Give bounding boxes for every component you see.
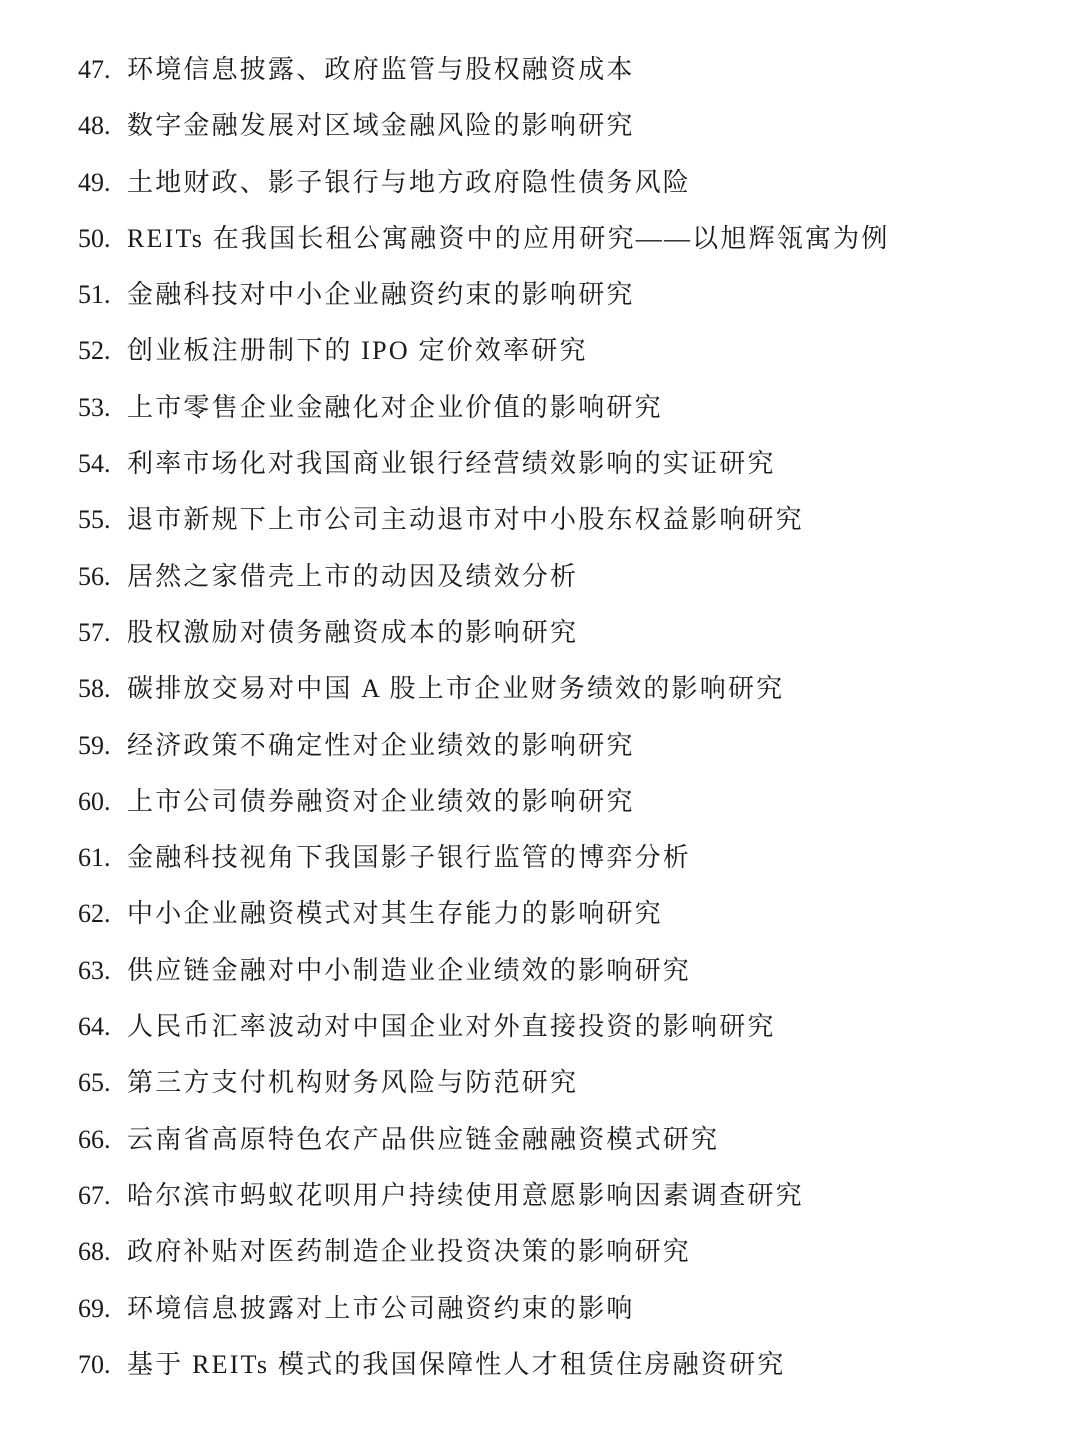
topic-title: 上市零售企业金融化对企业价值的影响研究 [127, 392, 663, 422]
list-item [78, 267, 1058, 323]
list-item [78, 42, 1058, 98]
topic-title: 数字金融发展对区域金融风险的影响研究 [127, 111, 635, 141]
topic-title: 金融科技视角下我国影子银行监管的博弈分析 [127, 843, 692, 873]
topic-number: 47. [78, 55, 111, 84]
list-item [78, 1281, 1058, 1337]
topic-title: REITs 在我国长租公寓融资中的应用研究——以旭辉瓴寓为例 [127, 223, 890, 253]
topic-list [78, 42, 1058, 1393]
list-item [78, 549, 1058, 605]
topic-number: 66. [78, 1124, 111, 1154]
list-item [78, 98, 1058, 154]
list-item [78, 886, 1058, 942]
topic-number: 65. [78, 1068, 111, 1098]
topic-number: 64. [78, 1012, 111, 1042]
topic-title: 股权激励对债务融资成本的影响研究 [127, 617, 579, 647]
topic-title: 创业板注册制下的 IPO 定价效率研究 [127, 336, 588, 366]
list-item [78, 380, 1058, 436]
list-item [78, 830, 1058, 886]
topic-title: 利率市场化对我国商业银行经营绩效影响的实证研究 [127, 449, 776, 479]
list-item [78, 436, 1058, 492]
topic-title: 人民币汇率波动对中国企业对外直接投资的影响研究 [127, 1012, 776, 1042]
topic-title: 第三方支付机构财务风险与防范研究 [127, 1068, 579, 1098]
list-item [78, 1055, 1058, 1111]
topic-number: 61. [78, 843, 111, 873]
topic-title: 金融科技对中小企业融资约束的影响研究 [127, 280, 635, 310]
topic-title: 居然之家借壳上市的动因及绩效分析 [127, 561, 579, 591]
topic-title: 退市新规下上市公司主动退市对中小股东权益影响研究 [127, 505, 804, 535]
topic-title: 政府补贴对医药制造企业投资决策的影响研究 [127, 1237, 692, 1267]
list-item [78, 999, 1058, 1055]
topic-title: 哈尔滨市蚂蚁花呗用户持续使用意愿影响因素调查研究 [127, 1180, 804, 1210]
topic-number: 68. [78, 1237, 111, 1267]
topic-title: 中小企业融资模式对其生存能力的影响研究 [127, 899, 663, 929]
list-item [78, 718, 1058, 774]
topic-number: 70. [78, 1349, 111, 1379]
list-item [78, 1168, 1058, 1224]
topic-number: 57. [78, 617, 111, 647]
topic-number: 50. [78, 223, 111, 253]
topic-number: 51. [78, 280, 111, 310]
topic-title: 云南省高原特色农产品供应链金融融资模式研究 [127, 1124, 720, 1154]
list-item [78, 155, 1058, 211]
topic-number: 58. [78, 674, 111, 704]
topic-title: 供应链金融对中小制造业企业绩效的影响研究 [127, 955, 692, 985]
list-item [78, 1224, 1058, 1280]
topic-title: 土地财政、影子银行与地方政府隐性债务风险 [127, 167, 692, 197]
list-item [78, 1112, 1058, 1168]
topic-number: 59. [78, 730, 111, 760]
topic-number: 60. [78, 786, 111, 816]
topic-number: 54. [78, 449, 111, 479]
topic-number: 67. [78, 1180, 111, 1210]
list-item [78, 943, 1058, 999]
topic-title: 基于 REITs 模式的我国保障性人才租赁住房融资研究 [127, 1349, 786, 1379]
list-item [78, 774, 1058, 830]
topic-number: 53. [78, 392, 111, 422]
topic-title: 上市公司债券融资对企业绩效的影响研究 [127, 786, 635, 816]
topic-title: 环境信息披露、政府监管与股权融资成本 [127, 55, 635, 84]
topic-number: 55. [78, 505, 111, 535]
topic-title: 环境信息披露对上市公司融资约束的影响 [127, 1293, 635, 1323]
list-item [78, 492, 1058, 548]
list-item [78, 661, 1058, 717]
topic-number: 48. [78, 111, 111, 141]
list-item [78, 323, 1058, 379]
list-item [78, 605, 1058, 661]
topic-number: 56. [78, 561, 111, 591]
topic-number: 69. [78, 1293, 111, 1323]
topic-number: 49. [78, 167, 111, 197]
topic-title: 经济政策不确定性对企业绩效的影响研究 [127, 730, 635, 760]
topic-number: 62. [78, 899, 111, 929]
list-item [78, 1337, 1058, 1393]
topic-title: 碳排放交易对中国 A 股上市企业财务绩效的影响研究 [127, 674, 785, 704]
list-item [78, 211, 1058, 267]
topic-number: 63. [78, 955, 111, 985]
topic-number: 52. [78, 336, 111, 366]
